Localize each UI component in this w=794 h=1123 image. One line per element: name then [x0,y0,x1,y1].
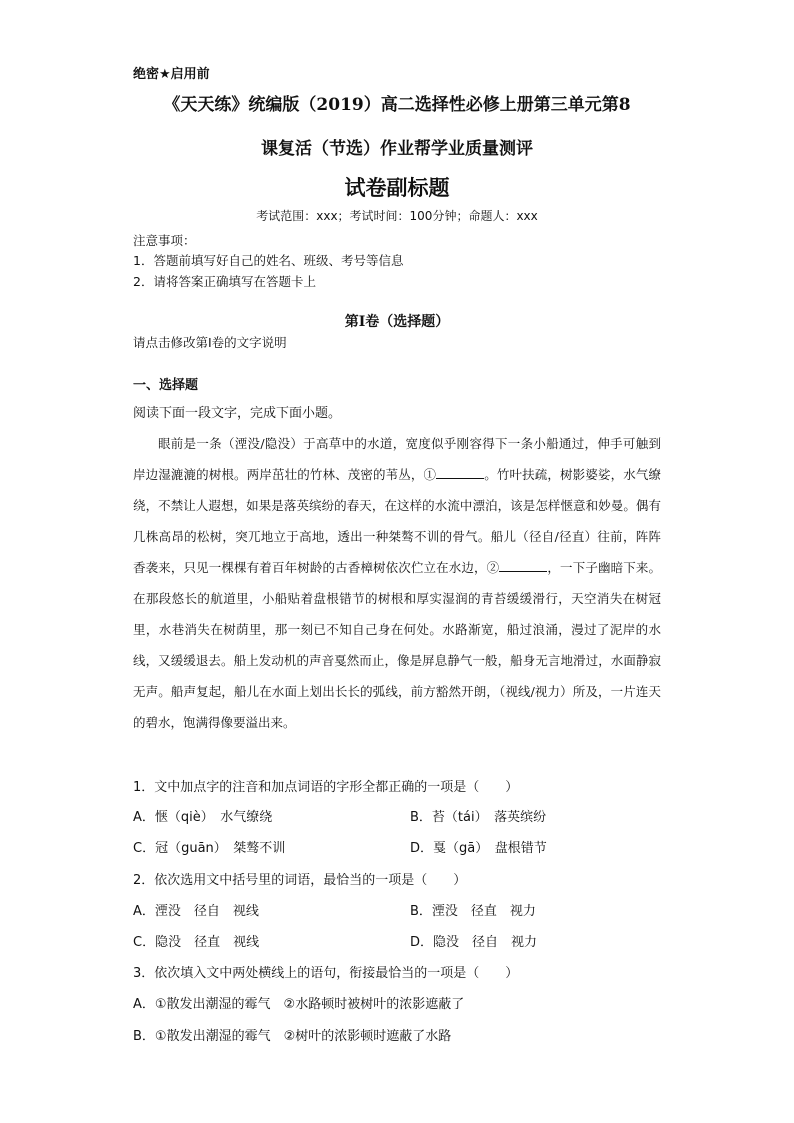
notes-item: 1．答题前填写好自己的姓名、班级、考号等信息 [133,253,404,268]
option-letter: A． [133,997,155,1012]
option-b[interactable] [410,806,546,825]
option-text: 冠（guān） 桀骜不训 [155,841,286,856]
option-text: 惬（qiè） 水气缭绕 [154,810,273,825]
volume-description[interactable]: 请点击修改第I卷的文字说明 [133,335,287,350]
option-text: ①散发出潮湿的霉气 ②树叶的浓影顿时遮蔽了水路 [154,1029,452,1044]
passage-text: 眼前是一条（湮没/隐没）于高草中的水道，宽度似乎刚容得下一条小船通过，伸手可触到岸边湿漉漉的树根。两岸茁壮的竹林、茂密的苇丛，① [133,436,661,482]
option-text: ①散发出潮湿的霉气 ②水路顿时被树叶的浓影遮蔽了 [154,997,465,1012]
option-letter: D． [410,935,434,950]
option-letter: A． [133,904,155,919]
fill-blank-2[interactable] [499,559,547,572]
question-stem: 1．文中加点字的注音和加点词语的字形全都正确的一项是（ ） [133,780,519,795]
option-c[interactable] [133,837,285,856]
option-letter: B． [133,1029,155,1044]
notes-item: 2．请将答案正确填写在答题卡上 [133,274,316,289]
option-letter: B． [410,810,432,825]
exam-subtitle: 试卷副标题 [344,175,450,200]
reading-passage [133,428,661,738]
section-title: 一、选择题 [133,378,199,393]
passage-text: 。竹叶扶疏，树影婆娑，水气缭绕，不禁让人遐想，如果是落英缤纷的春天，在这样的水流中漂泊，该是怎样惬意和妙曼。偶有几株高昂的松树，突兀地立于高地，透出一种桀骜不训的骨气。船儿（径自/径直）往前，阵阵香袭来，只见一棵棵有着百年树龄的古香樟树依次伫立在水边，② [133,467,661,575]
option-text: 隐没 径直 视线 [155,935,260,950]
secret-label: 绝密★启用前 [133,67,210,82]
option-a[interactable] [133,806,272,825]
exam-info: 考试范围：xxx；考试时间：100分钟；命题人：xxx [256,209,538,223]
option-text: 湮没 径自 视线 [154,904,259,919]
option-text: 湮没 径直 视力 [431,904,536,919]
option-a[interactable] [133,993,464,1012]
option-a[interactable] [133,900,259,919]
volume-title: 第I卷（选择题） [344,314,450,330]
exam-title-line1: 《天天练》统编版（2019）高二选择性必修上册第三单元第8 [163,95,631,115]
exam-title-line2: 课复活（节选）作业帮学业质量测评 [261,139,533,159]
notes-heading: 注意事项： [133,233,196,248]
section-intro: 阅读下面一段文字，完成下面小题。 [133,406,342,421]
option-letter: A． [133,810,155,825]
question-stem: 2．依次选用文中括号里的词语，最恰当的一项是（ ） [133,873,467,888]
option-d[interactable] [410,931,537,950]
option-letter: C． [133,935,156,950]
option-text: 苔（tái） 落英缤纷 [431,810,547,825]
option-b[interactable] [133,1025,451,1044]
fill-blank-1[interactable] [436,466,484,479]
question-stem: 3．依次填入文中两处横线上的语句，衔接最恰当的一项是（ ） [133,966,519,981]
option-letter: C． [133,841,156,856]
option-b[interactable] [410,900,536,919]
option-c[interactable] [133,931,259,950]
option-text: 戛（gā） 盘根错节 [433,841,547,856]
passage-text: ，一下子幽暗下来。在那段悠长的航道里，小船贴着盘根错节的树根和厚实湿润的青苔缓缓滑行，天空消失在树冠里，水巷消失在树荫里，那一刻已不知自己身在何处。水路渐宽，船过浪涌，漫过了泥岸的水线，又缓缓退去。船上发动机的声音戛然而止，像是屏息静气一般，船身无言地滑过，水面静寂无声。船声复起，船儿在水面上划出长长的弧线，前方豁然开朗，（视线/视力）所及，一片连天的碧水，饱满得像要溢出来。 [133,560,661,730]
option-letter: B． [410,904,432,919]
option-d[interactable] [410,837,547,856]
option-letter: D． [410,841,434,856]
option-text: 隐没 径自 视力 [433,935,538,950]
